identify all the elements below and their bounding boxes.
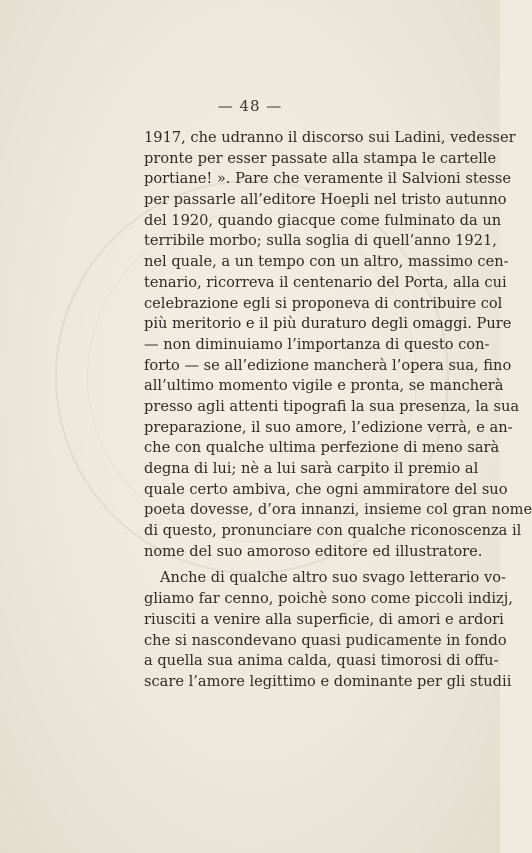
text-line: quale certo ambiva, che ogni ammiratore del suo: [144, 480, 508, 498]
text-line: tenario, ricorreva il centenario del Porta, alla cui: [144, 273, 507, 291]
text-line: portiane! ». Pare che veramente il Salvioni stesse: [144, 170, 511, 188]
body-text: [144, 128, 532, 693]
page-number: — 48 —: [217, 97, 283, 115]
paragraph-1: [144, 128, 532, 562]
text-line: riusciti a venire alla superficie, di amori e ardori: [144, 610, 504, 628]
text-line: terribile morbo; sulla soglia di quell’anno 1921,: [144, 232, 497, 250]
text-line: all’ultimo momento vigile e pronta, se mancherà: [144, 377, 504, 395]
text-line: poeta dovesse, d’ora innanzi, insieme col gran nome: [144, 501, 532, 519]
text-line: che si nascondevano quasi pudicamente in fondo: [144, 631, 507, 649]
text-line: preparazione, il suo amore, l’edizione verrà, e an-: [144, 418, 513, 436]
text-line: celebrazione egli si proponeva di contribuire col: [144, 294, 503, 312]
text-line: gliamo far cenno, poichè sono come piccoli indizj,: [144, 590, 513, 608]
text-line: degna di lui; nè a lui sarà carpito il premio al: [144, 460, 479, 477]
text-line: presso agli attenti tipografi la sua presenza, la sua: [144, 397, 520, 415]
text-line: nome del suo amoroso editore ed illustratore.: [144, 542, 483, 560]
text-line: del 1920, quando giacque come fulminato da un: [144, 211, 502, 229]
text-line: forto — se all’edizione mancherà l’opera sua, fino: [144, 356, 512, 374]
text-line: di questo, pronunciare con qualche riconoscenza il: [144, 522, 522, 540]
text-line: pronte per esser passate alla stampa le cartelle: [144, 149, 497, 167]
text-line: 1917, che udranno il discorso sui Ladini, vedesser: [144, 129, 516, 146]
text-line: Anche di qualche altro suo svago letterario vo-: [160, 569, 506, 587]
paragraph-2: [144, 568, 513, 692]
text-line: — non diminuiamo l’importanza di questo con-: [144, 335, 490, 353]
text-line: per passarle all’editore Hoepli nel tristo autunno: [144, 191, 507, 209]
text-line: che con qualche ultima perfezione di meno sarà: [144, 439, 500, 457]
text-line: più meritorio e il più duraturo degli omaggi. Pure: [144, 315, 512, 333]
text-line: nel quale, a un tempo con un altro, massimo cen-: [144, 253, 509, 271]
text-line: a quella sua anima calda, quasi timorosi di offu-: [144, 652, 499, 670]
text-line: scare l’amore legittimo e dominante per gli studii: [144, 672, 512, 690]
